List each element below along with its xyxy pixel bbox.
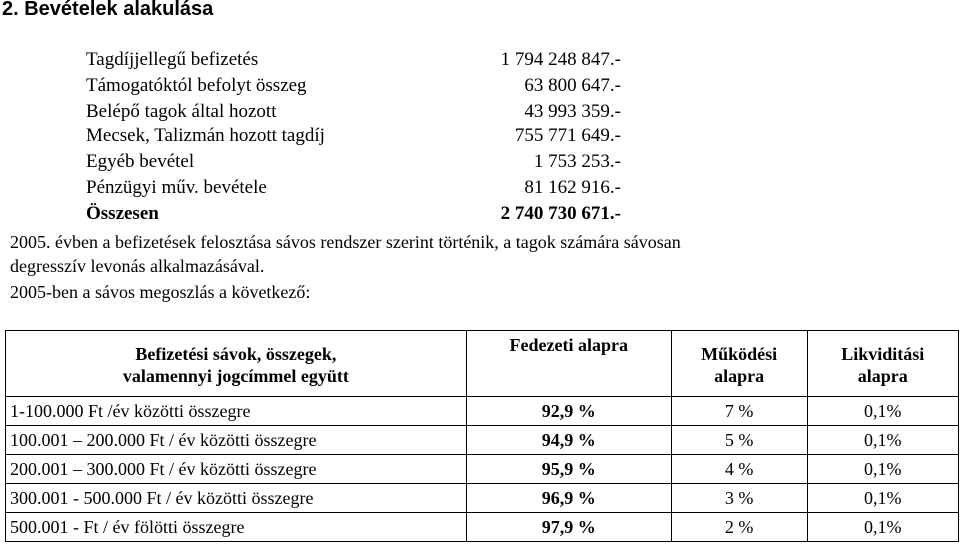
- paragraph-line: 2005-ben a sávos megoszlás a következő:: [10, 282, 311, 302]
- table-header-row: [6, 331, 959, 397]
- fedezeti-cell: 95,9 %: [466, 455, 671, 484]
- table-row: [6, 484, 959, 513]
- income-amount: 81 162 916.-: [524, 177, 621, 198]
- table-row: [6, 513, 959, 542]
- header-bands: [6, 331, 467, 397]
- band-cell: 200.001 ‒ 300.000 Ft / év közötti összegre: [6, 455, 467, 484]
- total-amount: 2 740 730 671.-: [500, 203, 621, 224]
- table-row: [6, 455, 959, 484]
- income-row: [86, 48, 621, 72]
- income-row: [86, 100, 621, 124]
- table-row: [6, 426, 959, 455]
- header-mukodesi: [671, 331, 807, 397]
- paragraph-line: 2005. évben a befizetések felosztása sávos rendszer szerint történik, a tagok számára sávosan: [10, 232, 681, 252]
- income-row: [86, 74, 621, 98]
- income-amount: 755 771 649.-: [514, 125, 621, 146]
- fedezeti-cell: 94,9 %: [466, 426, 671, 455]
- income-label: Tagdíjjellegű befizetés: [86, 49, 259, 70]
- header-likviditasi-line1: Likviditási: [841, 344, 925, 364]
- income-row: [86, 124, 621, 148]
- fedezeti-cell: 96,9 %: [466, 484, 671, 513]
- header-fedezeti-label: Fedezeti alapra: [509, 335, 628, 355]
- band-cell: 1-100.000 Ft /év közötti összegre: [6, 397, 467, 426]
- income-amount: 1 794 248 847.-: [500, 49, 621, 70]
- distribution-table: [5, 330, 959, 542]
- income-amount: 1 753 253.-: [533, 151, 621, 172]
- mukodesi-cell: 3 %: [671, 484, 807, 513]
- total-label: Összesen: [86, 203, 159, 224]
- income-label: Belépő tagok által hozott: [86, 101, 277, 122]
- band-cell: 500.001 - Ft / év fölötti összegre: [6, 513, 467, 542]
- band-cell: 300.001 - 500.000 Ft / év közötti összegre: [6, 484, 467, 513]
- header-bands-line1: Befizetési sávok, összegek,: [135, 344, 337, 364]
- header-mukodesi-line2: alapra: [714, 366, 765, 386]
- mukodesi-cell: 5 %: [671, 426, 807, 455]
- income-label: Mecsek, Talizmán hozott tagdíj: [86, 125, 325, 146]
- mukodesi-cell: 2 %: [671, 513, 807, 542]
- table-row: [6, 397, 959, 426]
- section-heading: 2. Bevételek alakulása: [2, 0, 214, 20]
- band-cell: 100.001 ‒ 200.000 Ft / év közötti összegre: [6, 426, 467, 455]
- likviditasi-cell: 0,1%: [807, 455, 958, 484]
- income-label: Pénzügyi műv. bevétele: [86, 177, 267, 198]
- likviditasi-cell: 0,1%: [807, 426, 958, 455]
- header-bands-line2: valamennyi jogcímmel együtt: [122, 366, 349, 386]
- fedezeti-cell: 97,9 %: [466, 513, 671, 542]
- likviditasi-cell: 0,1%: [807, 397, 958, 426]
- likviditasi-cell: 0,1%: [807, 484, 958, 513]
- header-mukodesi-line1: Működési: [701, 344, 778, 364]
- header-likviditasi: [807, 331, 958, 397]
- income-total-row: [86, 202, 621, 226]
- income-row: [86, 150, 621, 174]
- income-row: [86, 176, 621, 200]
- likviditasi-cell: 0,1%: [807, 513, 958, 542]
- mukodesi-cell: 7 %: [671, 397, 807, 426]
- income-amount: 63 800 647.-: [524, 75, 621, 96]
- header-fedezeti: [466, 331, 671, 397]
- income-amount: 43 993 359.-: [524, 101, 621, 122]
- fedezeti-cell: 92,9 %: [466, 397, 671, 426]
- paragraph-line: degresszív levonás alkalmazásával.: [10, 256, 265, 276]
- header-likviditasi-line2: alapra: [857, 366, 908, 386]
- mukodesi-cell: 4 %: [671, 455, 807, 484]
- income-label: Támogatóktól befolyt összeg: [86, 75, 307, 96]
- income-label: Egyéb bevétel: [86, 151, 195, 172]
